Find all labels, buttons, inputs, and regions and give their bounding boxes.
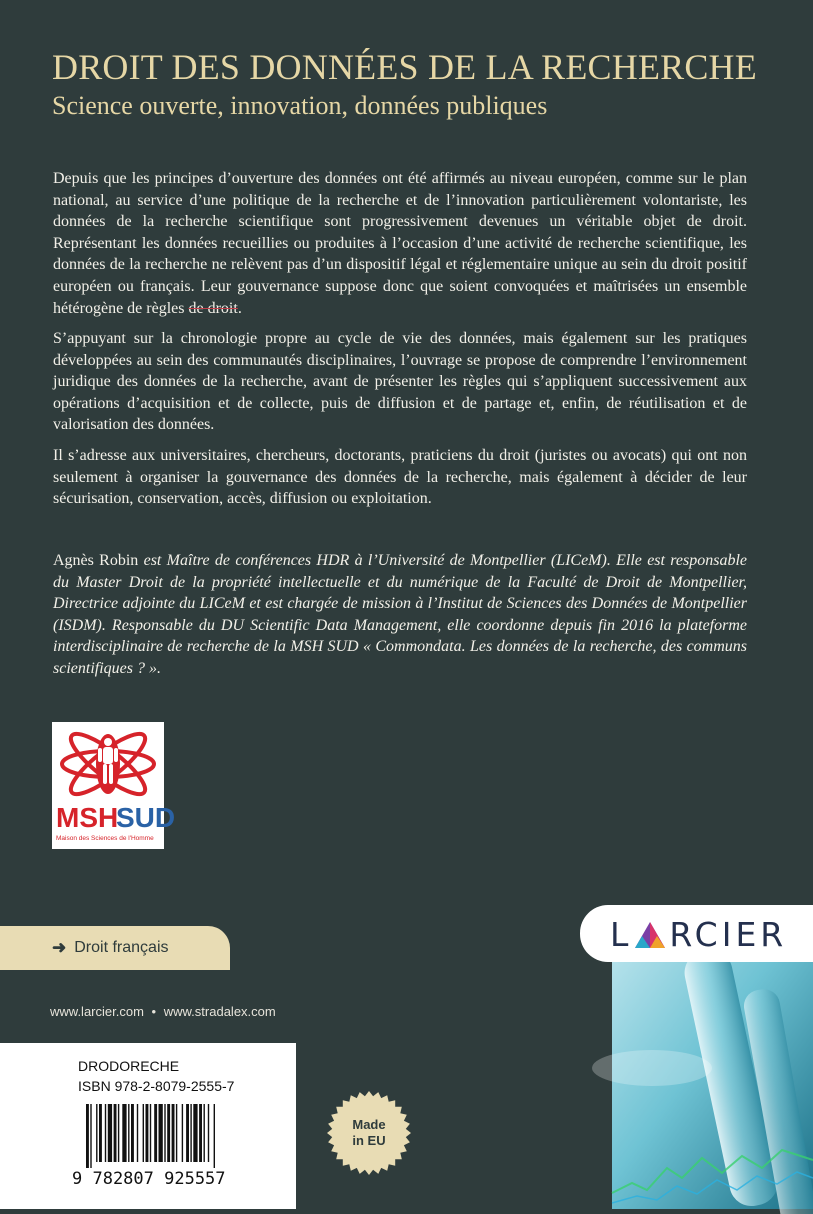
barcode-bar — [159, 1104, 163, 1162]
barcode-bar — [143, 1104, 144, 1162]
website-larcier: www.larcier.com — [50, 1004, 144, 1019]
made-in-eu-badge — [326, 1090, 412, 1176]
barcode-bar — [105, 1104, 106, 1162]
prism-icon — [634, 920, 666, 950]
barcode-bar — [164, 1104, 165, 1162]
barcode-digits: 9 782807 925557 — [72, 1169, 226, 1189]
paragraph-1-text: Depuis que les principes d’ouverture des données ont été affirmés au niveau européen, comme sur le plan national, au service d’une politique de la recherche et de l’innovation particulièrement volontariste, les données de la recherche scientifique sont progressivement devenues un véritable objet de droit. Représentant les données recueillies ou produites à l’occasion d’une activité de recherche scientifique, les données de la recherche ne relèvent pas d’un dispositif légal et réglementaire unique au sein du droit positif européen ou français. Leur gouvernance suppose donc que soient convoquées et maîtrisées un ensemble hétérogène de règles — [53, 170, 747, 317]
barcode-bar — [193, 1104, 197, 1162]
isbn-barcode — [72, 1104, 248, 1189]
logo-brand-left: MSH — [56, 802, 119, 833]
barcode-bar — [86, 1104, 89, 1168]
arrow-right-icon: ➜ — [52, 938, 67, 957]
description-paragraph-3: Il s’adresse aux universitaires, chercheurs, doctorants, praticiens du droit (juristes ou avocats) qui ont non seulement à organiser la gouvernance des données de la recherche, mais également à décider de leur sécurisation, conservation, accès, diffusion ou exploitation. — [53, 447, 747, 508]
barcode-bar — [176, 1104, 177, 1162]
barcode-bar — [128, 1104, 129, 1162]
description-paragraph-2: S’appuyant sur la chronologie propre au cycle de vie des données, mais également sur les pratiques développées au sein des communautés disciplinaires, l’ouvrage se propose de comprendre l’environnement juridique des données de la recherche, avant de présenter les règles qui s’appliquent successivement aux opérations d’acquisition et de collecte, puis de diffusion et de partage et, enfin, de réutilisation et de valorisation des données. — [53, 330, 747, 434]
barcode-bar — [182, 1104, 183, 1162]
logo-caption: Maison des Sciences de l'Homme — [56, 835, 154, 842]
msh-sud-logo — [52, 722, 176, 849]
badge-line-1: Made — [352, 1117, 386, 1132]
barcode-bar — [150, 1104, 151, 1162]
barcode-bar — [146, 1104, 149, 1162]
barcode-bar — [131, 1104, 134, 1162]
barcode-bar — [172, 1104, 175, 1162]
product-code: DRODORECHE — [78, 1058, 180, 1074]
barcode-bar — [99, 1104, 102, 1162]
website-separator: • — [151, 1004, 157, 1019]
book-subtitle: Science ouverte, innovation, données publiques — [52, 91, 548, 120]
barcode-bar — [204, 1104, 205, 1162]
logo-brand-right: SUD — [116, 802, 176, 833]
barcode-bar — [114, 1104, 117, 1162]
collection-tag — [0, 926, 230, 970]
publisher-name-rest: RCIER — [669, 915, 788, 954]
barcode-bar — [208, 1104, 209, 1162]
barcode-bar — [108, 1104, 112, 1162]
barcode-bar — [122, 1104, 126, 1162]
barcode-bar — [90, 1104, 91, 1168]
barcode-bar — [199, 1104, 202, 1162]
barcode-bar — [167, 1104, 170, 1162]
book-title: DROIT DES DONNÉES DE LA RECHERCHE — [52, 47, 757, 87]
cover-photo — [612, 928, 813, 1209]
isbn: ISBN 978-2-8079-2555-7 — [78, 1078, 235, 1094]
barcode-bar — [186, 1104, 189, 1162]
barcode-bar — [96, 1104, 97, 1162]
barcode-bar — [137, 1104, 138, 1162]
publisher-websites — [50, 1004, 276, 1019]
barcode-bar — [154, 1104, 157, 1162]
paragraph-1-struck-text: de droit — [188, 299, 238, 317]
website-stradalex: www.stradalex.com — [163, 1004, 276, 1019]
barcode-bar — [190, 1104, 191, 1162]
atom-figure-icon — [52, 722, 176, 849]
paragraph-1-end: . — [237, 299, 242, 317]
badge-line-2: in EU — [352, 1133, 386, 1148]
author-bio — [53, 550, 747, 680]
publisher-name — [610, 913, 787, 954]
author-bio-text: est Maître de conférences HDR à l’Université de Montpellier (LICeM). Elle est responsable du Master Droit de la propriété intellectuelle et du numérique de la Faculté de Droit de Montpellier, Directrice adjointe du LICeM et est chargée de mission à l’Institut de Sciences des Données de Montpellier (ISDM). Responsable du DU Scientific Data Management, elle coordonne depuis fin 2016 la plateforme interdisciplinaire de recherche de la MSH SUD « Commondata. Les données de la recherche, des communs scientifiques ? ». — [53, 552, 747, 677]
description-paragraph-1 — [53, 168, 747, 319]
author-name: Agnès Robin — [53, 552, 139, 569]
collection-label: Droit français — [74, 939, 169, 956]
barcode-bar — [214, 1104, 215, 1168]
barcode-bar — [118, 1104, 119, 1162]
publisher-name-first: L — [610, 915, 633, 954]
publisher-logo — [580, 905, 813, 962]
